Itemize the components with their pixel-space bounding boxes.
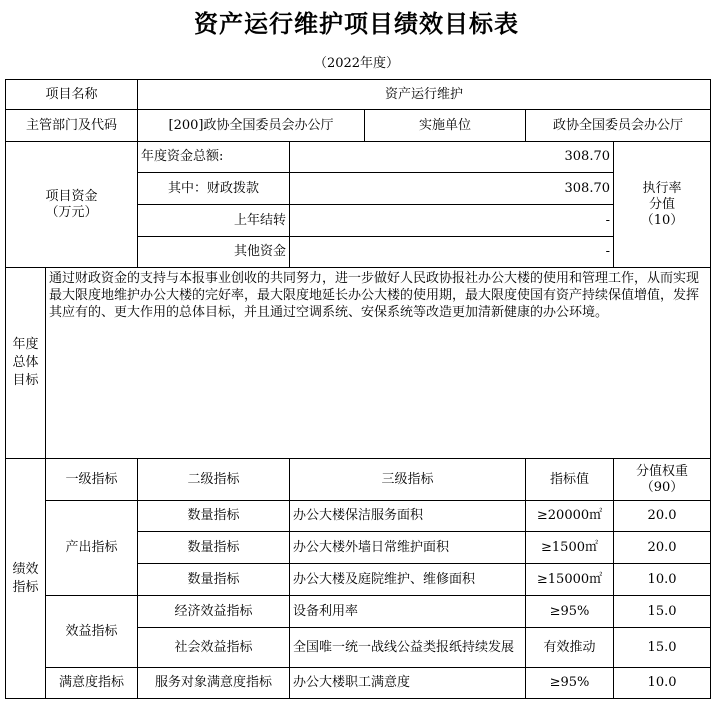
performance-table — [5, 79, 711, 699]
fiscal-funds-label: 其中：财政拨款 — [138, 173, 290, 205]
row5-level3: 全国唯一统一战线公益类报纸持续发展 — [290, 628, 526, 668]
row5-weight: 15.0 — [614, 628, 711, 668]
row4-weight: 15.0 — [614, 596, 711, 628]
indicators-label-line1: 绩效 — [12, 561, 39, 577]
row5-value: 有效推动 — [526, 628, 614, 668]
row1-level3: 办公大楼保洁服务面积 — [290, 501, 526, 532]
row3-value: ≥15000㎡ — [526, 564, 614, 596]
implementer-label: 实施单位 — [365, 110, 526, 142]
header-weight-line2: （90） — [640, 479, 684, 495]
indicators-label — [6, 459, 46, 699]
total-funds-value: 308.70 — [290, 142, 614, 173]
group-benefit: 效益指标 — [46, 596, 138, 668]
total-funds-label: 年度资金总额: — [138, 142, 290, 173]
funds-label-line2: （万元） — [45, 204, 98, 220]
other-funds-label: 其他资金 — [138, 237, 290, 268]
department-label: 主管部门及代码 — [6, 110, 138, 142]
execution-rate-line2: 分值 — [649, 196, 676, 212]
row4-level3: 设备利用率 — [290, 596, 526, 628]
department-value: [200]政协全国委员会办公厅 — [138, 110, 365, 142]
header-weight-line1: 分值权重 — [636, 463, 689, 479]
execution-rate-line1: 执行率 — [642, 180, 682, 196]
row2-value: ≥1500㎡ — [526, 532, 614, 564]
implementer-value: 政协全国委员会办公厅 — [526, 110, 711, 142]
row6-level3: 办公大楼职工满意度 — [290, 668, 526, 699]
row1-weight: 20.0 — [614, 501, 711, 532]
row4-level2: 经济效益指标 — [138, 596, 290, 628]
annual-goal-label-line3: 目标 — [12, 373, 39, 388]
execution-rate-line3: （10） — [640, 212, 684, 228]
row6-value: ≥95% — [526, 668, 614, 699]
row2-weight: 20.0 — [614, 532, 711, 564]
annual-goal-label — [6, 268, 46, 459]
annual-goal-text: 通过财政资金的支持与本报事业创收的共同努力，进一步做好人民政协报社办公大楼的使用和管理工作，从而实现最大限度地维护办公大楼的完好率，最大限度地延长办公大楼的使用期，最大限度使国有资产持续保值增值，发挥其应有的、更大作用的总体目标，并且通过空调系统、安保系统等改造更加清新健康的办公环境。 — [46, 268, 711, 459]
other-funds-value: - — [290, 237, 614, 268]
annual-goal-label-line2: 总体 — [12, 355, 39, 370]
row2-level3: 办公大楼外墙日常维护面积 — [290, 532, 526, 564]
row3-level3: 办公大楼及庭院维护、维修面积 — [290, 564, 526, 596]
header-weight — [614, 459, 711, 501]
header-value: 指标值 — [526, 459, 614, 501]
annual-goal-label-line1: 年度 — [12, 337, 39, 352]
header-level3: 三级指标 — [290, 459, 526, 501]
row1-level2: 数量指标 — [138, 501, 290, 532]
fiscal-funds-value: 308.70 — [290, 173, 614, 205]
group-output: 产出指标 — [46, 501, 138, 596]
page-title: 资产运行维护项目绩效目标表 — [194, 10, 519, 38]
row2-level2: 数量指标 — [138, 532, 290, 564]
project-name-value: 资产运行维护 — [138, 80, 711, 110]
row6-level2: 服务对象满意度指标 — [138, 668, 290, 699]
group-satisfaction: 满意度指标 — [46, 668, 138, 699]
row4-value: ≥95% — [526, 596, 614, 628]
row1-value: ≥20000㎡ — [526, 501, 614, 532]
row3-level2: 数量指标 — [138, 564, 290, 596]
header-level1: 一级指标 — [46, 459, 138, 501]
indicators-label-line2: 指标 — [12, 579, 39, 595]
row6-weight: 10.0 — [614, 668, 711, 699]
row5-level2: 社会效益指标 — [138, 628, 290, 668]
funds-label — [6, 142, 138, 268]
header-level2: 二级指标 — [138, 459, 290, 501]
carryover-value: - — [290, 205, 614, 237]
funds-label-line1: 项目资金 — [45, 188, 98, 204]
execution-rate-score — [614, 142, 711, 268]
carryover-label: 上年结转 — [138, 205, 290, 237]
project-name-label: 项目名称 — [6, 80, 138, 110]
year-subtitle: （2022年度） — [313, 56, 400, 71]
row3-weight: 10.0 — [614, 564, 711, 596]
